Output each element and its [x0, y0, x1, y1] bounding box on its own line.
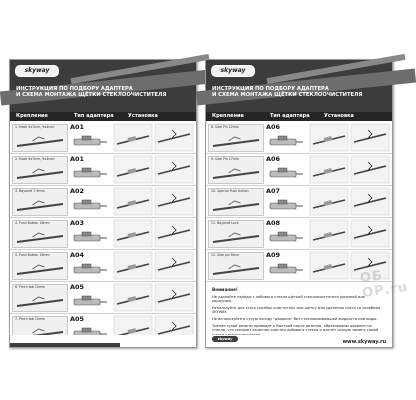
adapter-illustration — [70, 196, 110, 215]
sheet-header — [206, 60, 392, 112]
mount-illustration — [12, 252, 68, 280]
title-line: ИНСТРУКЦИЯ ПО ПОДБОРУ АДАПТЕРА — [212, 86, 329, 92]
mount-label: 1. Hook 9x7mm, 9x4mm — [15, 125, 55, 129]
footer-bar — [10, 343, 120, 347]
adapter-code: A04 — [70, 251, 85, 259]
column-header-bar — [10, 112, 196, 121]
mount-illustration — [12, 188, 68, 216]
adapter-code: A07 — [266, 187, 281, 195]
mount-illustration — [12, 124, 68, 152]
skyway-logo: skyway — [211, 65, 255, 77]
adapter-row — [10, 186, 196, 218]
adapter-illustration — [70, 260, 110, 279]
installation-diagram — [310, 156, 390, 183]
adapter-code: A01 — [70, 123, 85, 131]
adapter-code: A02 — [70, 187, 85, 195]
mount-label: 5. Push Button 19mm — [15, 253, 50, 257]
col-mount: Крепление — [16, 113, 48, 119]
sheet-footer — [10, 335, 196, 347]
column-header-bar — [206, 112, 392, 121]
mount-illustration — [208, 156, 264, 184]
installation-diagram — [310, 188, 390, 215]
adapter-code: A03 — [70, 219, 85, 227]
mount-label: 11. Bayonet Lock — [211, 221, 239, 225]
warning-text: Трение сухой резины приводит к быстрой порче резинки, образованию царапин на стекле, что снижает качество очистки лобового стекла и влечёт скорую замену самой — [212, 323, 379, 333]
installation-diagram — [114, 252, 194, 279]
adapter-rows — [206, 122, 392, 282]
adapter-code: A05 — [70, 283, 85, 291]
adapter-illustration — [70, 132, 110, 151]
mount-illustration — [12, 220, 68, 248]
mount-illustration — [208, 124, 264, 152]
installation-diagram — [114, 284, 194, 311]
mount-label: 4. Push Button 16mm — [15, 221, 50, 225]
warning-text: Используйте для этого скребок-очиститель или щётку для удаления снега со скребком SKYWAY. — [212, 305, 381, 315]
warning-text: Не используйте в сухую погоду "дворник" без стеклоомывающей жидкости или воды. — [212, 316, 378, 321]
footer-url: www.skyway.ru — [342, 339, 386, 345]
mount-label: 3. Bayonet 7-9mm — [15, 189, 45, 193]
adapter-code: A06 — [266, 155, 281, 163]
installation-diagram — [114, 156, 194, 183]
skyway-logo: skyway — [15, 65, 59, 77]
adapter-row — [10, 250, 196, 282]
adapter-row — [10, 122, 196, 154]
instruction-sheet-left — [9, 59, 197, 348]
adapter-row — [206, 154, 392, 186]
adapter-illustration — [70, 164, 110, 183]
adapter-illustration — [70, 292, 110, 311]
installation-diagram — [114, 220, 194, 247]
mount-label: 8. Side Pin 22mm — [211, 125, 239, 129]
col-install: Установка — [324, 113, 354, 119]
adapter-illustration — [266, 132, 306, 151]
adapter-illustration — [70, 228, 110, 247]
mount-label: 6. Pinch tab 15mm — [15, 285, 46, 289]
sheet-footer — [206, 335, 392, 347]
mount-label: 10. Special Push button — [211, 189, 249, 193]
adapter-row — [206, 218, 392, 250]
mount-label: 2. Hook 9x7mm, 9x4mm — [15, 157, 55, 161]
title-line: ИНСТРУКЦИЯ ПО ПОДБОРУ АДАПТЕРА — [16, 86, 133, 92]
warning-heading: Внимание! — [212, 287, 238, 292]
sheet-header — [10, 60, 196, 112]
adapter-code: A08 — [266, 219, 281, 227]
col-mount: Крепление — [212, 113, 244, 119]
mount-illustration — [208, 252, 264, 280]
watermark: ОБ ОР.ru — [359, 268, 410, 302]
adapter-illustration — [266, 260, 306, 279]
warning-note — [212, 288, 386, 339]
sheet-title — [16, 86, 192, 99]
adapter-code: A06 — [266, 123, 281, 131]
sheet-title — [212, 86, 388, 99]
warning-text: Не удаляйте налёды с лобового стекла щёткой стеклоочистителя (резиной или корпусом). — [212, 294, 365, 304]
adapter-row — [10, 218, 196, 250]
mount-illustration — [12, 156, 68, 184]
title-line: И СХЕМА МОНТАЖА ЩЁТКИ СТЕКЛООЧИСТИТЕЛЯ — [212, 92, 363, 99]
adapter-illustration — [266, 164, 306, 183]
installation-diagram — [114, 124, 194, 151]
col-install: Установка — [128, 113, 158, 119]
adapter-row — [10, 154, 196, 186]
adapter-code: A05 — [70, 315, 85, 323]
adapter-row — [206, 122, 392, 154]
mount-illustration — [12, 284, 68, 312]
adapter-rows — [10, 122, 196, 346]
col-adapter: Тип адаптера — [74, 113, 114, 119]
title-line: И СХЕМА МОНТАЖА ЩЁТКИ СТЕКЛООЧИСТИТЕЛЯ — [16, 92, 167, 99]
skyway-logo-small: skyway — [212, 336, 238, 342]
mount-illustration — [208, 220, 264, 248]
col-adapter: Тип адаптера — [270, 113, 310, 119]
adapter-code: A09 — [266, 251, 281, 259]
mount-illustration — [208, 188, 264, 216]
mount-label: 9. Side Pin 17mm — [211, 157, 239, 161]
adapter-row — [10, 282, 196, 314]
adapter-code: A01 — [70, 155, 85, 163]
installation-diagram — [114, 188, 194, 215]
adapter-row — [206, 186, 392, 218]
mount-label: 12. Side pin 6mm — [211, 253, 240, 257]
instruction-sheet-right — [205, 59, 410, 348]
mount-label: 7. Pinch tab 15mm — [15, 317, 46, 321]
adapter-illustration — [266, 228, 306, 247]
installation-diagram — [310, 124, 390, 151]
installation-diagram — [310, 220, 390, 247]
adapter-illustration — [266, 196, 306, 215]
